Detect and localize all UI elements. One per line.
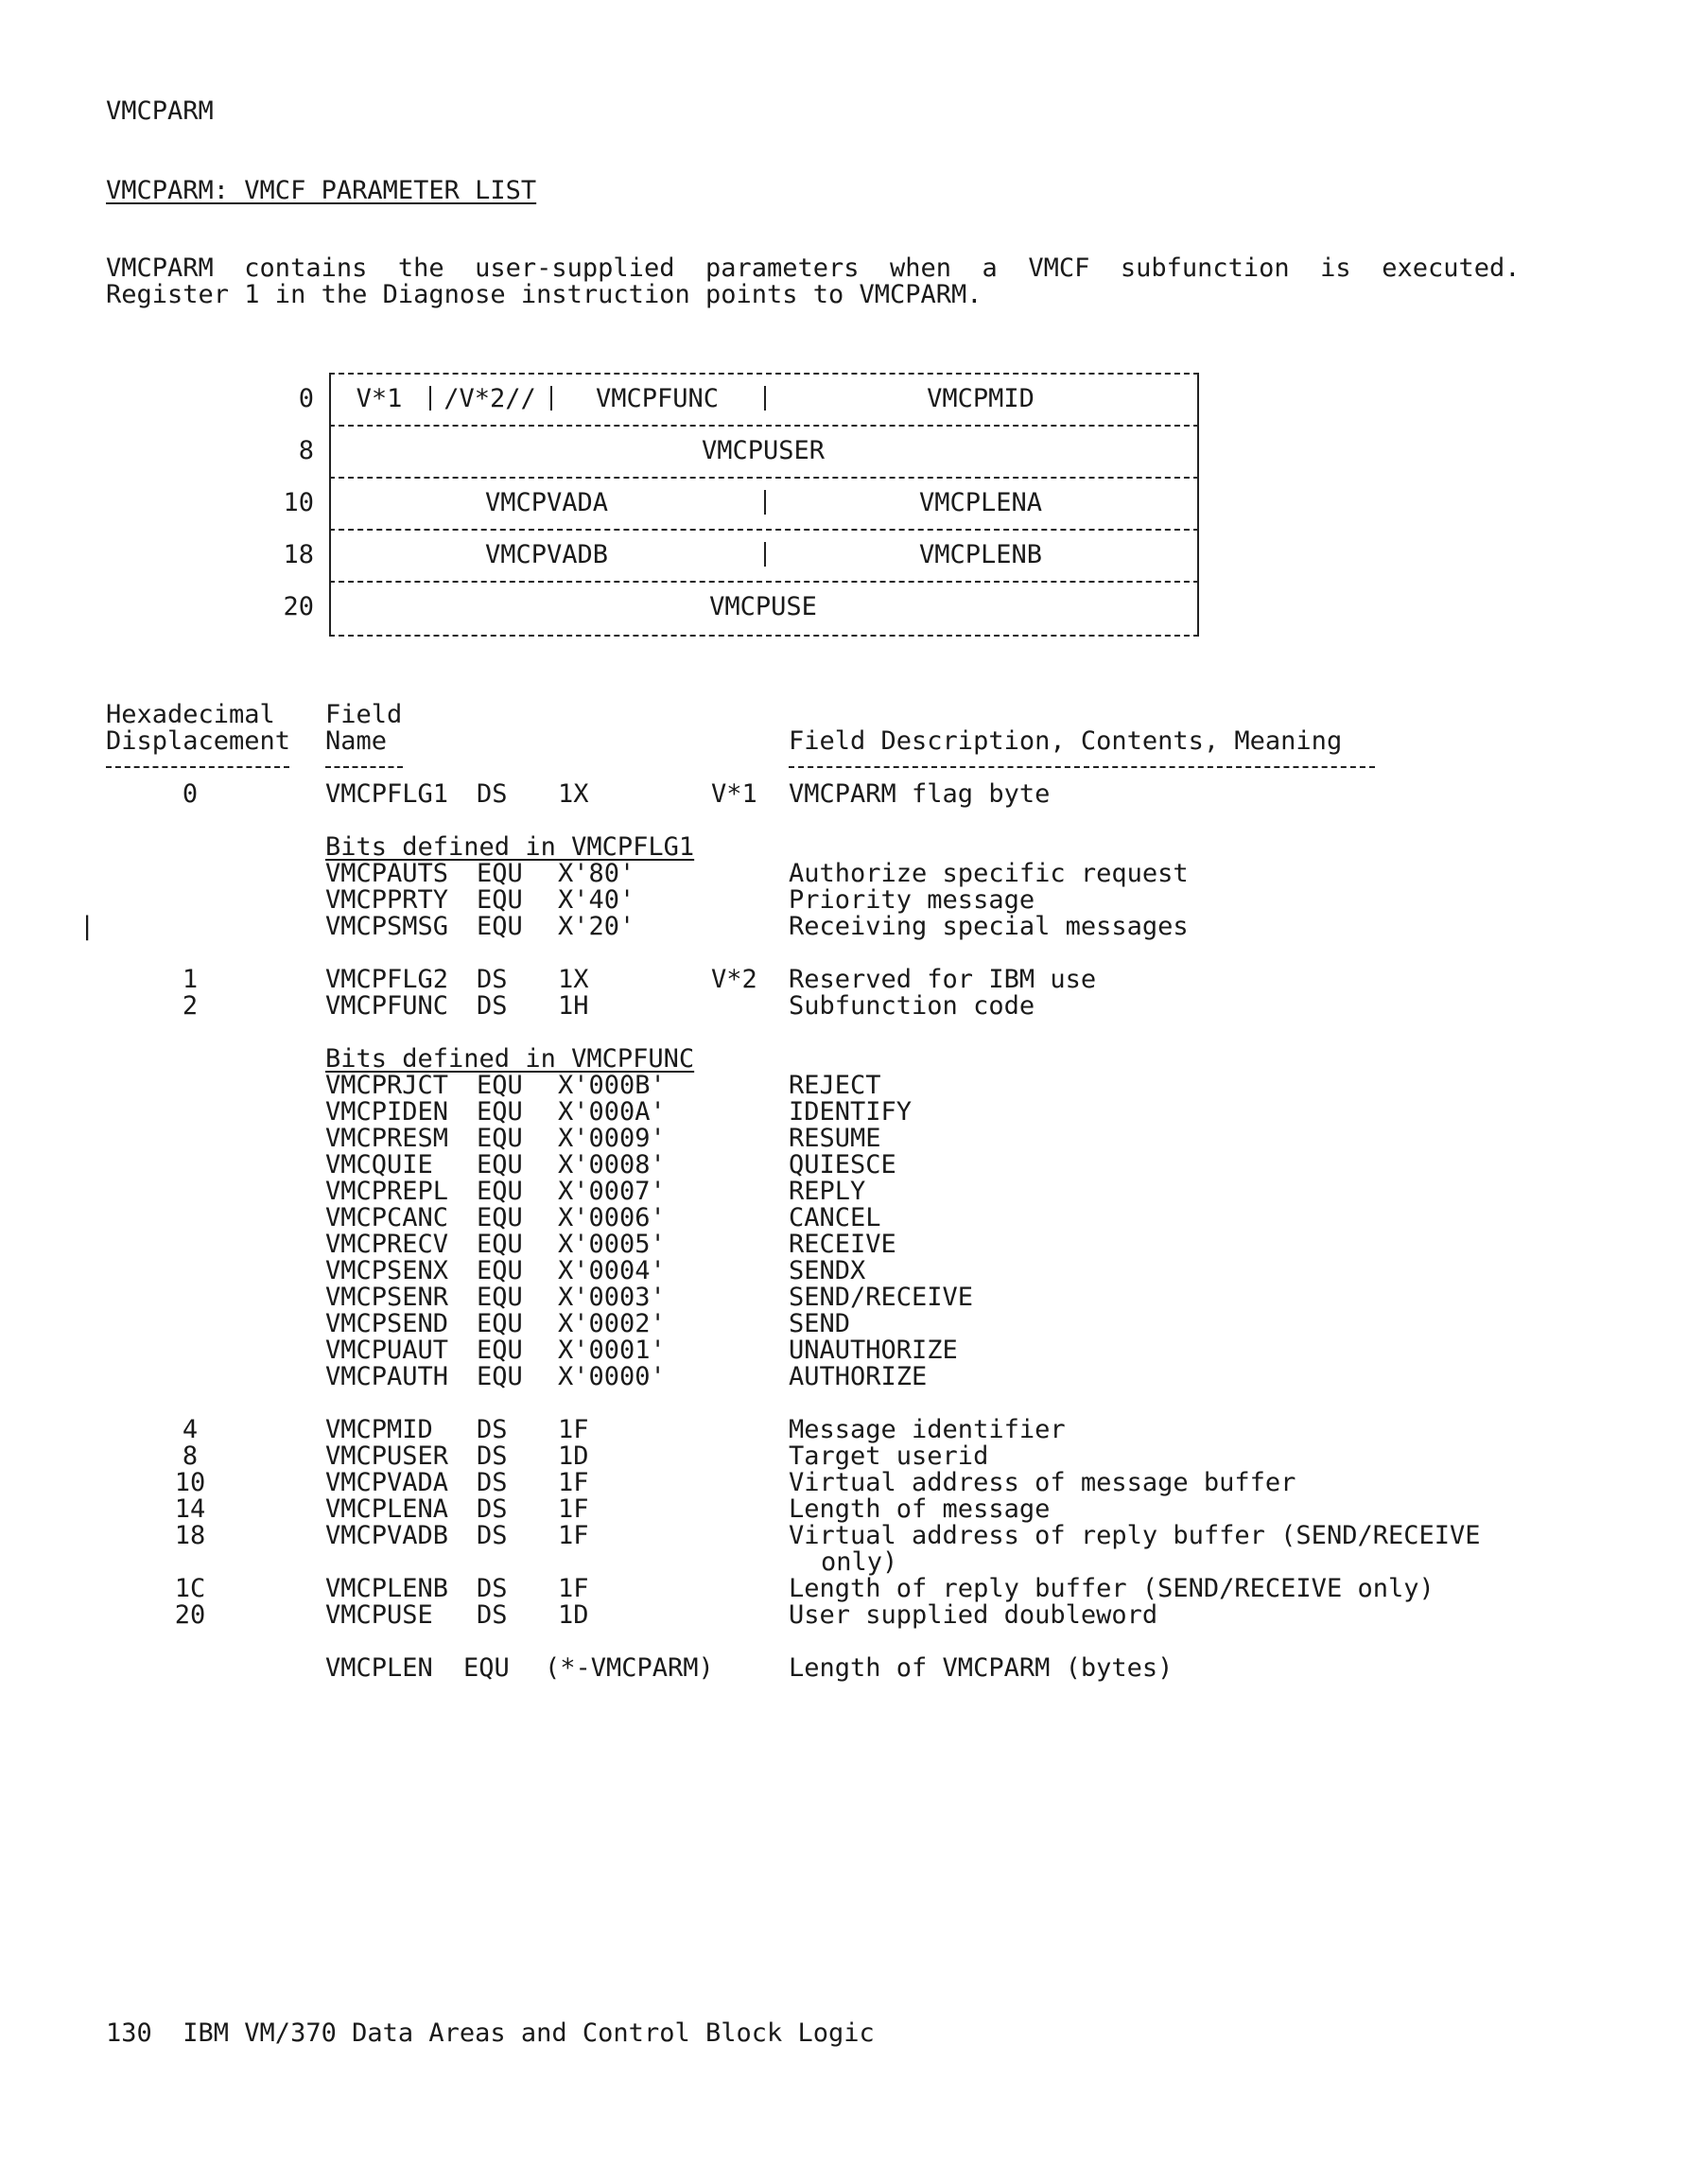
bit-type: EQU (477, 1362, 523, 1391)
header-disp-1: Hexadecimal (106, 700, 275, 729)
field-type: DS (477, 1468, 508, 1497)
field-type: DS (477, 1574, 508, 1603)
field-type: DS (477, 1441, 508, 1471)
table-row (0, 1655, 1608, 1682)
diagram-cell-v1: V*1 (356, 383, 403, 413)
bit-name: VMCPSMSG (325, 912, 449, 941)
field-length: 1F (558, 1415, 589, 1444)
running-title: VMCPARM (106, 96, 214, 126)
page-title: VMCPARM: VMCF PARAMETER LIST (106, 176, 537, 205)
field-version: V*2 (711, 965, 757, 994)
field-length: 1F (558, 1468, 589, 1497)
bit-desc: SENDX (789, 1256, 866, 1285)
field-type: DS (477, 779, 508, 809)
diagram-row (283, 477, 1199, 529)
field-disp: 20 (174, 1600, 206, 1630)
diagram-offset: 20 (283, 592, 314, 621)
bit-value: X'40' (558, 885, 635, 915)
diagram-offset: 18 (283, 540, 314, 569)
field-desc: Virtual address of reply buffer (SEND/RECEIVE (789, 1521, 1481, 1550)
bit-value: X'20' (558, 912, 635, 941)
field-disp: 0 (182, 779, 199, 809)
diagram-row (298, 373, 1199, 425)
diagram-cell-v2: /V*2// (443, 383, 536, 413)
field-desc: Reserved for IBM use (789, 965, 1097, 994)
header-disp-2: Displacement (106, 726, 291, 756)
bit-type: EQU (477, 1097, 523, 1127)
bit-desc: REJECT (789, 1071, 881, 1100)
field-length: 1F (558, 1574, 589, 1603)
field-length: 1F (558, 1494, 589, 1524)
table-row (0, 1364, 1608, 1390)
field-name: VMCPFUNC (325, 991, 449, 1021)
diagram-cell-vmcpvadb: VMCPVADB (484, 539, 609, 569)
field-name: VMCPMID (325, 1415, 433, 1444)
bit-type: EQU (477, 1124, 523, 1153)
field-length: 1F (558, 1521, 589, 1550)
bit-desc: UNAUTHORIZE (789, 1336, 958, 1365)
header-name-1: Field (325, 700, 403, 729)
bit-value: X'000A' (558, 1097, 666, 1127)
bit-desc: AUTHORIZE (789, 1362, 928, 1391)
bit-name: VMCPPRTY (325, 885, 449, 915)
table-row (0, 781, 1608, 808)
field-length: 1X (558, 965, 589, 994)
bit-desc: CANCEL (789, 1203, 881, 1232)
bit-name: VMCPSENX (325, 1256, 449, 1285)
field-disp: 10 (174, 1468, 206, 1497)
bit-name: VMCPIDEN (325, 1097, 449, 1127)
bit-value: X'80' (558, 859, 635, 888)
bit-desc: Receiving special messages (789, 912, 1189, 941)
bit-value: X'0005' (558, 1230, 666, 1259)
diagram-row (298, 425, 1199, 477)
bit-name: VMCPRJCT (325, 1071, 449, 1100)
field-disp: 14 (174, 1494, 206, 1524)
diagram-cell-vmcpvada: VMCPVADA (484, 487, 609, 517)
page-footer: 130 IBM VM/370 Data Areas and Control Block Logic (106, 2018, 875, 2048)
bit-type: EQU (477, 1309, 523, 1338)
bit-value: X'0003' (558, 1283, 666, 1312)
table-row (0, 1443, 1608, 1470)
table-row (0, 1470, 1608, 1496)
field-name: VMCPLEN (325, 1653, 433, 1683)
table-row (0, 1337, 1608, 1364)
field-desc-continued: only) (821, 1547, 898, 1577)
bit-type: EQU (477, 1071, 523, 1100)
table-row (0, 887, 1608, 914)
field-type: DS (477, 1494, 508, 1524)
bit-name: VMCPREPL (325, 1177, 449, 1206)
field-length: 1D (558, 1600, 589, 1630)
bit-name: VMCPRECV (325, 1230, 449, 1259)
diagram-cell-vmcpuse: VMCPUSE (709, 591, 817, 621)
bit-name: VMCPSEND (325, 1309, 449, 1338)
bit-value: X'000B' (558, 1071, 666, 1100)
bits-flg1-title: Bits defined in VMCPFLG1 (325, 832, 695, 862)
table-row (0, 1258, 1608, 1284)
bit-desc: IDENTIFY (789, 1097, 913, 1127)
bit-name: VMCPAUTH (325, 1362, 449, 1391)
table-row (0, 1284, 1608, 1311)
field-type: DS (477, 1600, 508, 1630)
table-row (0, 1179, 1608, 1205)
table-row (0, 1232, 1608, 1258)
table-row (0, 1417, 1608, 1443)
header-name-2: Name (325, 726, 388, 756)
field-desc: User supplied doubleword (789, 1600, 1158, 1630)
field-type: EQU (463, 1653, 510, 1683)
diagram-row (283, 581, 1199, 633)
bit-name: VMCQUIE (325, 1150, 433, 1179)
bit-name: VMCPUAUT (325, 1336, 449, 1365)
field-type: DS (477, 1521, 508, 1550)
bit-type: EQU (477, 1230, 523, 1259)
bit-desc: RESUME (789, 1124, 881, 1153)
bit-value: X'0004' (558, 1256, 666, 1285)
field-length: 1X (558, 779, 589, 809)
table-row (0, 1523, 1608, 1549)
table-row (0, 1205, 1608, 1232)
table-row (0, 1496, 1608, 1523)
header-rule (106, 766, 289, 768)
header-rule (325, 766, 403, 768)
table-row (0, 914, 1608, 940)
diagram-cell-vmcpfunc: VMCPFUNC (595, 383, 720, 413)
field-disp: 1 (182, 965, 199, 994)
bit-value: X'0002' (558, 1309, 666, 1338)
diagram-cell-vmcplena: VMCPLENA (918, 487, 1043, 517)
diagram-cell-vmcpuser: VMCPUSER (701, 435, 826, 465)
bit-type: EQU (477, 885, 523, 915)
table-row (0, 1099, 1608, 1126)
bit-desc: Priority message (789, 885, 1035, 915)
field-type: DS (477, 965, 508, 994)
field-type: DS (477, 1415, 508, 1444)
diagram-cell-vmcplenb: VMCPLENB (918, 539, 1043, 569)
table-row (0, 967, 1608, 993)
change-bar: | (79, 912, 96, 941)
field-version: V*1 (711, 779, 757, 809)
bit-value: X'0001' (558, 1336, 666, 1365)
field-name: VMCPUSER (325, 1441, 449, 1471)
field-disp: 4 (182, 1415, 199, 1444)
bit-value: X'0007' (558, 1177, 666, 1206)
bit-type: EQU (477, 1203, 523, 1232)
bit-type: EQU (477, 912, 523, 941)
table-row (0, 861, 1608, 887)
diagram-offset: 0 (298, 384, 314, 413)
bit-type: EQU (477, 1256, 523, 1285)
bit-value: X'0008' (558, 1150, 666, 1179)
bit-desc: SEND/RECEIVE (789, 1283, 974, 1312)
bit-type: EQU (477, 1177, 523, 1206)
bit-type: EQU (477, 1150, 523, 1179)
field-type: DS (477, 991, 508, 1021)
bit-name: VMCPCANC (325, 1203, 449, 1232)
field-disp: 18 (174, 1521, 206, 1550)
field-desc: Virtual address of message buffer (789, 1468, 1296, 1497)
bit-desc: SEND (789, 1309, 851, 1338)
bit-name: VMCPRESM (325, 1124, 449, 1153)
diagram-cell-vmcpmid: VMCPMID (927, 383, 1035, 413)
table-row (0, 1126, 1608, 1152)
bit-type: EQU (477, 1283, 523, 1312)
field-length: 1H (558, 991, 589, 1021)
table-row (0, 1152, 1608, 1179)
table-row (0, 1311, 1608, 1337)
field-desc: Length of reply buffer (SEND/RECEIVE only) (789, 1574, 1435, 1603)
bit-type: EQU (477, 859, 523, 888)
header-rule (789, 766, 1375, 768)
field-disp: 2 (182, 991, 199, 1021)
bit-value: X'0006' (558, 1203, 666, 1232)
bit-desc: REPLY (789, 1177, 866, 1206)
table-row (0, 993, 1608, 1020)
field-name: VMCPVADB (325, 1521, 449, 1550)
bit-value: X'0009' (558, 1124, 666, 1153)
field-desc: Target userid (789, 1441, 989, 1471)
bit-value: X'0000' (558, 1362, 666, 1391)
table-row (0, 1073, 1608, 1099)
field-name: VMCPFLG2 (325, 965, 449, 994)
field-name: VMCPLENB (325, 1574, 449, 1603)
diagram-border-bottom (329, 635, 1199, 637)
bit-desc: QUIESCE (789, 1150, 896, 1179)
field-name: VMCPVADA (325, 1468, 449, 1497)
bit-name: VMCPAUTS (325, 859, 449, 888)
field-desc: Length of VMCPARM (bytes) (789, 1653, 1174, 1683)
diagram-offset: 8 (298, 436, 314, 465)
field-length: 1D (558, 1441, 589, 1471)
field-name: VMCPUSE (325, 1600, 433, 1630)
field-disp: 8 (182, 1441, 199, 1471)
intro-line-1: VMCPARM contains the user-supplied parameters when a VMCF subfunction is executed. (106, 253, 1521, 283)
bit-name: VMCPSENR (325, 1283, 449, 1312)
header-desc: Field Description, Contents, Meaning (789, 726, 1343, 756)
field-name: VMCPLENA (325, 1494, 449, 1524)
field-name: VMCPFLG1 (325, 779, 449, 809)
diagram-row (283, 529, 1199, 581)
field-disp: 1C (174, 1574, 206, 1603)
bit-type: EQU (477, 1336, 523, 1365)
table-row (0, 1602, 1608, 1629)
field-value: (*-VMCPARM) (545, 1653, 714, 1683)
table-row-continuation (0, 1549, 1608, 1576)
bits-func-title: Bits defined in VMCPFUNC (325, 1044, 695, 1074)
table-row (0, 1576, 1608, 1602)
bit-desc: Authorize specific request (789, 859, 1189, 888)
field-desc: VMCPARM flag byte (789, 779, 1051, 809)
field-desc: Length of message (789, 1494, 1051, 1524)
field-desc: Subfunction code (789, 991, 1035, 1021)
diagram-offset: 10 (283, 488, 314, 517)
field-desc: Message identifier (789, 1415, 1066, 1444)
layout-diagram (283, 373, 1199, 637)
bit-desc: RECEIVE (789, 1230, 896, 1259)
intro-line-2: Register 1 in the Diagnose instruction points to VMCPARM. (106, 280, 983, 309)
